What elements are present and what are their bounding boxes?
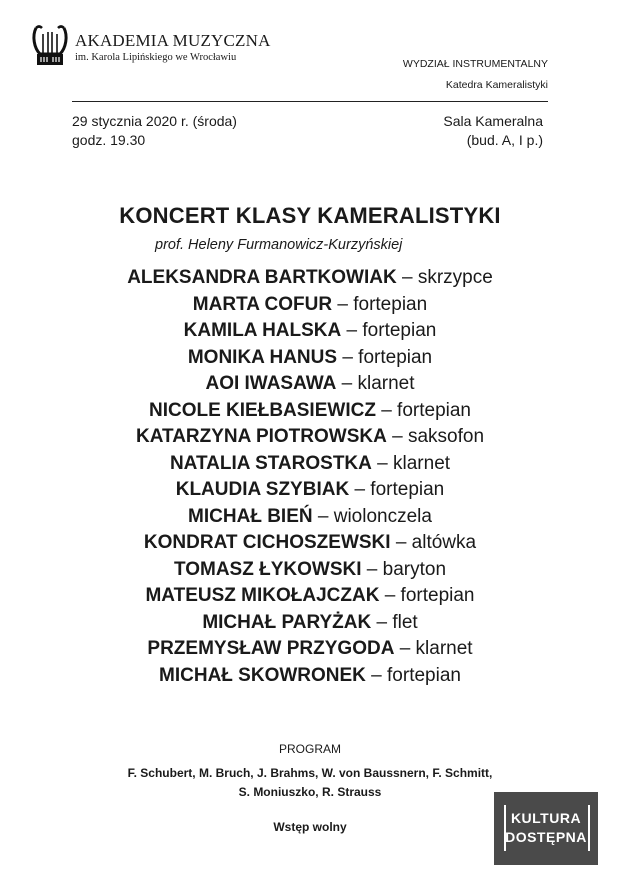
performer-item <box>0 318 620 345</box>
performer-list <box>0 265 620 689</box>
performer-item <box>0 424 620 451</box>
performer-instrument: – fortepian <box>375 399 472 421</box>
performer-name: MATEUSZ MIKOŁAJCZAK <box>145 585 380 606</box>
performer-instrument: – wiolonczela <box>312 505 432 527</box>
performer-item <box>0 530 620 557</box>
composers-line: F. Schubert, M. Bruch, J. Brahms, W. von Baussnern, F. Schmitt, <box>127 766 493 780</box>
performer-instrument: – altówka <box>390 532 477 553</box>
kultura-dostepna-logo <box>494 792 598 865</box>
performer-instrument: – klarnet <box>394 638 473 659</box>
event-date: 29 stycznia 2020 r. (środa) <box>72 113 237 129</box>
entry-note: Wstęp wolny <box>273 820 347 834</box>
performer-name: KATARZYNA PIOTROWSKA <box>135 426 387 447</box>
performer-name: KONDRAT CICHOSZEWSKI <box>143 532 391 553</box>
performer-instrument: – fortepian <box>349 479 445 500</box>
performer-instrument: – fortepian <box>365 664 461 686</box>
performer-instrument: – baryton <box>361 558 447 580</box>
performer-item <box>0 345 620 372</box>
performer-name: TOMASZ ŁYKOWSKI <box>173 558 362 580</box>
performer-item <box>0 663 620 690</box>
performer-item <box>0 610 620 637</box>
performer-item <box>0 583 620 610</box>
performer-instrument: – skrzypce <box>396 267 493 288</box>
performer-item <box>0 557 620 584</box>
academy-subtitle: im. Karola Lipińskiego we Wrocławiu <box>75 52 237 63</box>
logo-line-1: KULTURA <box>510 810 582 826</box>
performer-instrument: – fortepian <box>379 585 475 606</box>
performer-name: NATALIA STAROSTKA <box>169 452 372 474</box>
performer-instrument: – flet <box>371 611 418 633</box>
logo-line-2: DOSTĘPNA <box>505 829 587 845</box>
concert-title: KONCERT KLASY KAMERALISTYKI <box>119 203 501 228</box>
performer-name: MICHAŁ BIEŃ <box>188 505 313 527</box>
performer-instrument: – fortepian <box>332 293 428 315</box>
chair-name: Katedra Kameralistyki <box>445 79 548 91</box>
event-time: godz. 19.30 <box>72 132 146 148</box>
performer-instrument: – saksofon <box>386 426 485 447</box>
performer-name: AOI IWASAWA <box>205 373 337 394</box>
composers-line: S. Moniuszko, R. Strauss <box>238 785 382 799</box>
performer-item <box>0 477 620 504</box>
program-heading: PROGRAM <box>278 742 341 756</box>
department-name: WYDZIAŁ INSTRUMENTALNY <box>402 58 548 70</box>
lyre-logo-icon <box>30 24 70 68</box>
performer-instrument: – klarnet <box>371 452 451 474</box>
performer-item <box>0 451 620 478</box>
performer-name: MARTA COFUR <box>192 293 333 315</box>
performer-name: NICOLE KIEŁBASIEWICZ <box>148 399 376 421</box>
performer-instrument: – fortepian <box>337 346 433 368</box>
performer-instrument: – klarnet <box>336 373 415 394</box>
concert-subtitle: prof. Heleny Furmanowicz-Kurzyńskiej <box>155 237 403 253</box>
performer-name: MICHAŁ PARYŻAK <box>202 611 372 633</box>
academy-name: AKADEMIA MUZYCZNA <box>75 31 271 50</box>
performer-name: PRZEMYSŁAW PRZYGODA <box>147 638 395 659</box>
performer-item <box>0 371 620 398</box>
performer-name: MICHAŁ SKOWRONEK <box>159 664 366 686</box>
performer-item <box>0 398 620 425</box>
performer-instrument: – fortepian <box>341 320 437 341</box>
performer-item <box>0 265 620 292</box>
performer-item <box>0 292 620 319</box>
event-venue: Sala Kameralna <box>443 113 543 129</box>
performer-name: ALEKSANDRA BARTKOWIAK <box>127 267 397 288</box>
performer-name: MONIKA HANUS <box>187 346 338 368</box>
performer-item <box>0 636 620 663</box>
performer-name: KAMILA HALSKA <box>183 320 342 341</box>
performer-name: KLAUDIA SZYBIAK <box>175 479 350 500</box>
header-divider <box>72 101 548 102</box>
performer-item <box>0 504 620 531</box>
event-building: (bud. A, I p.) <box>466 132 543 148</box>
